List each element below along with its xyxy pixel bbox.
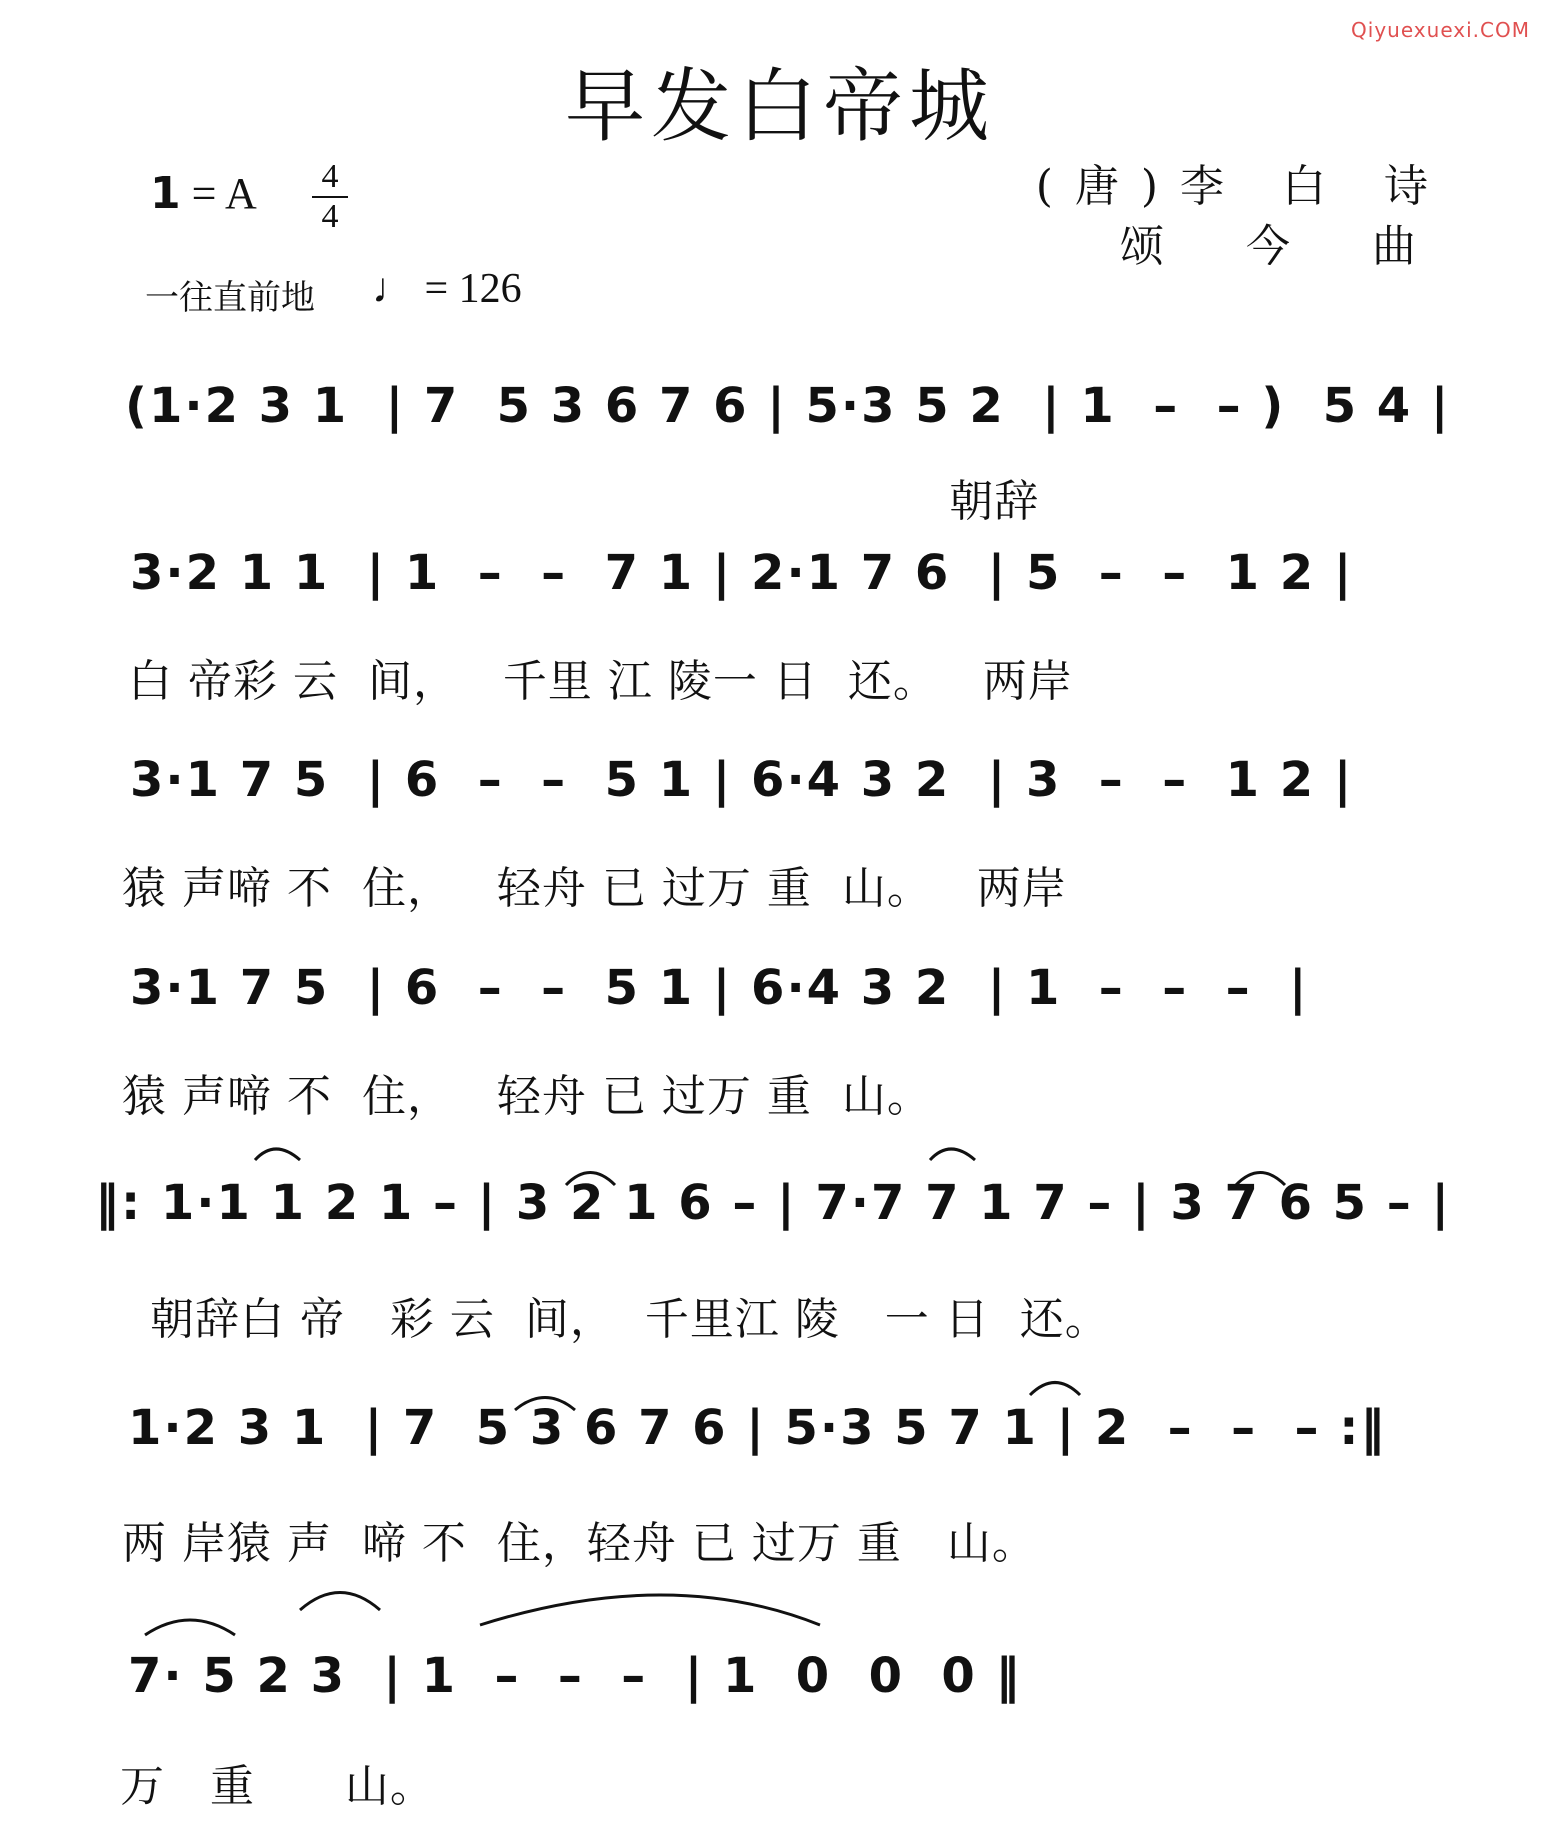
lyric-row-1: 朝辞 <box>125 476 1040 527</box>
tempo-value: = 126 <box>424 266 522 312</box>
notation-row-3: 3·1 7 5 | 6 – – 5 1 | 6·4 3 2 | 3 – – 1 2 | <box>130 752 1354 808</box>
poet-credit: (唐)李 白 诗 <box>1035 161 1450 212</box>
composer-credit: 颂 今 曲 <box>1120 221 1450 272</box>
notation-row-7: 7· 5 2 3 | 1 – – – | 1 0 0 0 ‖ <box>128 1648 1022 1704</box>
lyric-row-4: 猿 声啼 不 住， 轻舟 已 过万 重 山。 <box>122 1071 932 1122</box>
slur-5 <box>515 1398 575 1411</box>
lyric-row-7: 万 重 山。 <box>120 1761 435 1812</box>
slur-3 <box>930 1149 975 1160</box>
expression-mark: 一往直前地 <box>145 278 315 318</box>
slur-8 <box>300 1593 380 1611</box>
meter-bottom: 4 <box>321 198 339 235</box>
key-rest: = A <box>180 169 257 218</box>
slur-4 <box>1236 1173 1285 1186</box>
slur-7 <box>145 1620 235 1635</box>
song-title: 早发白帝城 <box>565 60 995 153</box>
notation-row-4: 3·1 7 5 | 6 – – 5 1 | 6·4 3 2 | 1 – – – | <box>130 960 1309 1016</box>
slur-2 <box>566 1173 615 1186</box>
slur-1 <box>255 1149 300 1160</box>
lyric-row-3: 猿 声啼 不 住， 轻舟 已 过万 重 山。 两岸 <box>122 863 1067 914</box>
notation-row-6: 1·2 3 1 | 7 5 3 6 7 6 | 5·3 5 7 1 | 2 – – – :‖ <box>128 1400 1387 1456</box>
lyric-row-6: 两 岸猿 声 啼 不 住，轻舟 已 过万 重 山。 <box>122 1518 1037 1569</box>
quarter-note-icon: ♩ <box>372 266 414 312</box>
lyric-row-5: 朝辞白 帝 彩 云 间， 千里江 陵 一 日 还。 <box>135 1294 1110 1345</box>
lyric-row-2: 白 帝彩 云 间， 千里 江 陵一 日 还。 两岸 <box>128 656 1073 707</box>
slur-9 <box>480 1595 820 1625</box>
notation-row-2: 3·2 1 1 | 1 – – 7 1 | 2·1 7 6 | 5 – – 1 2 | <box>130 545 1354 601</box>
meter-top: 4 <box>321 158 339 195</box>
notation-row-5: ‖: 1·1 1 2 1 – | 3 2 1 6 – | 7·7 7 1 7 – | 3 7 6 5 – | <box>95 1175 1452 1231</box>
watermark: Qiyuexuexi.COM <box>1351 18 1530 42</box>
notation-row-1: (1·2 3 1 | 7 5 3 6 7 6 | 5·3 5 2 | 1 – – ) 5 4 | <box>125 378 1451 434</box>
slur-6 <box>1030 1383 1080 1396</box>
key-one: 1 <box>150 168 181 219</box>
